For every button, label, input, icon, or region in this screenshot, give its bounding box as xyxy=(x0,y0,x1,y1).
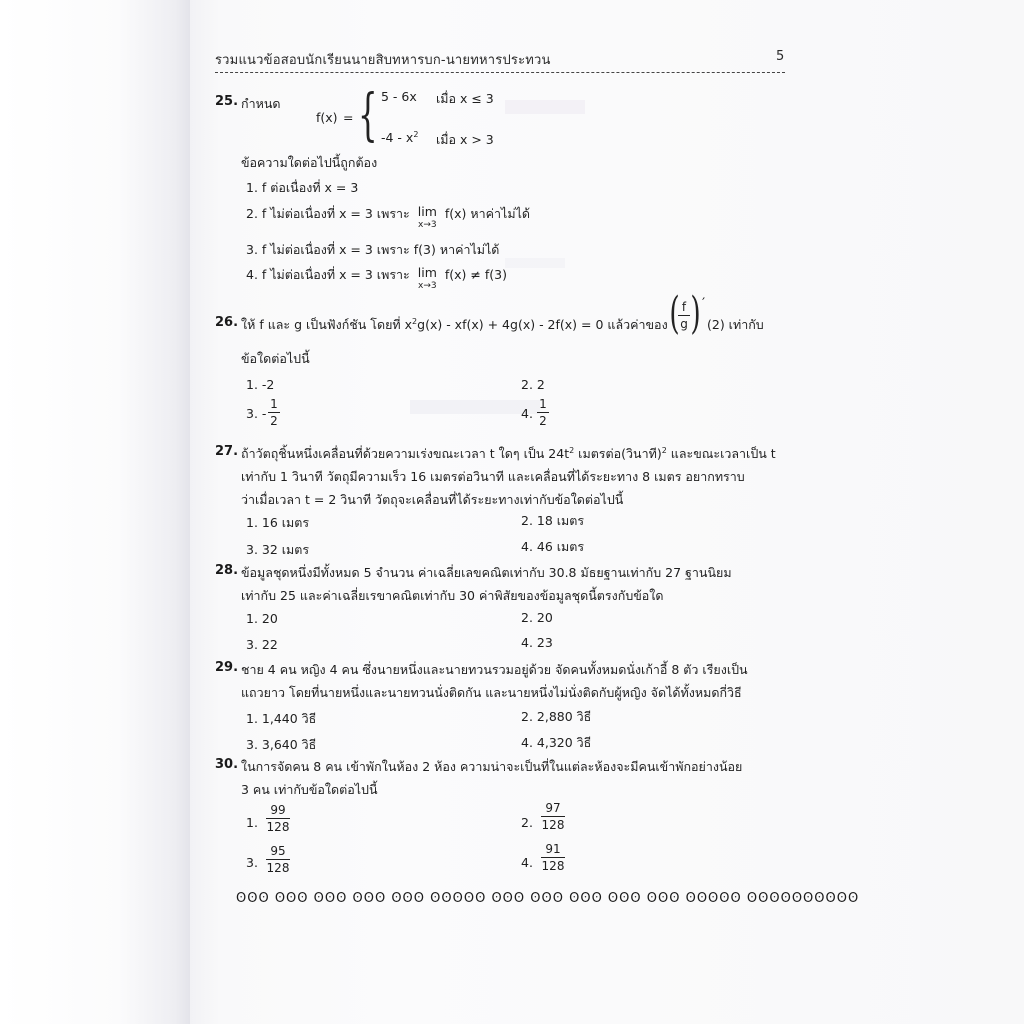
q29-option-2: 2. 2,880 วิธี xyxy=(521,709,592,724)
running-header-title: รวมแนวข้อสอบนักเรียนนายสิบทหารบก-นายทหารประทวน xyxy=(215,53,551,68)
q27-option-1: 1. 16 เมตร xyxy=(246,515,310,530)
q25-case2-cond: เมื่อ x > 3 xyxy=(436,132,494,147)
q30-option-4-label: 4. xyxy=(521,855,533,870)
q30-option-3-label: 3. xyxy=(246,855,258,870)
q30-option-2-label: 2. xyxy=(521,815,533,830)
q27-line3: ว่าเมื่อเวลา t = 2 วินาที วัตถุจะเคลื่อนที่ได้ระยะทางเท่ากับข้อใดต่อไปนี้ xyxy=(241,492,624,507)
footer-ornament-border: ʘʘʘ ʘʘʘ ʘʘʘ ʘʘʘ ʘʘʘ ʘʘʘʘʘ ʘʘʘ ʘʘʘ ʘʘʘ ʘʘʘ ʘʘʘ ʘʘʘʘʘ ʘʘʘʘʘʘʘʘʘʘ xyxy=(236,891,860,906)
q28-option-1: 1. 20 xyxy=(246,611,278,626)
q27-line1: ถ้าวัตถุชิ้นหนึ่งเคลื่อนที่ด้วยความเร่งขณะเวลา t ใดๆ เป็น $24t^2$ เมตรต่อ(วินาที)$^2$ และขณะเวลาเป็น t xyxy=(241,446,776,461)
q26-option-4-label: 4. xyxy=(521,406,533,421)
q25-option-1: 1. f ต่อเนื่องที่ x = 3 xyxy=(246,180,359,195)
q25-case1-cond: เมื่อ x ≤ 3 xyxy=(436,91,494,106)
q30-option-4-fraction: 91 128 xyxy=(541,842,565,873)
bleed-through-mark xyxy=(505,100,585,114)
q25-function-name: f(x) xyxy=(316,110,338,125)
q29-option-3: 3. 3,640 วิธี xyxy=(246,737,317,752)
q30-option-2-fraction: 97 128 xyxy=(541,801,565,832)
q27-option-2: 2. 18 เมตร xyxy=(521,513,585,528)
question-number-27: 27. xyxy=(215,444,239,459)
q25-equals: = xyxy=(343,110,354,125)
q28-option-4: 4. 23 xyxy=(521,635,553,650)
q25-lead: กำหนด xyxy=(241,96,281,111)
q30-line1: ในการจัดคน 8 คน เข้าพักในห้อง 2 ห้อง ความน่าจะเป็นที่ในแต่ละห้องจะมีคนเข้าพักอย่างน้อย xyxy=(241,759,743,774)
q25-option-2: 2. f ไม่ต่อเนื่องที่ x = 3 เพราะ lim $^{x\to 3}$ f(x) หาค่าไม่ได้ xyxy=(246,204,530,230)
q26-text: ให้ f และ g เป็นฟังก์ชัน โดยที่ $x^2g(x) - xf(x) + 4g(x) - 2f(x) = 0$ แล้วค่าของ xyxy=(241,317,668,332)
question-number-28: 28. xyxy=(215,563,239,578)
left-shadow xyxy=(0,0,190,1024)
q28-line2: เท่ากับ 25 และค่าเฉลี่ยเรขาคณิตเท่ากับ 30 ค่าพิสัยของข้อมูลชุดนี้ตรงกับข้อใด xyxy=(241,588,664,603)
q26-fraction-f-over-g: f g xyxy=(678,300,690,331)
q25-prompt: ข้อความใดต่อไปนี้ถูกต้อง xyxy=(241,155,378,170)
question-number-30: 30. xyxy=(215,757,239,772)
q25-case1-expr: 5 - 6x xyxy=(381,89,417,104)
q25-option-4: 4. f ไม่ต่อเนื่องที่ x = 3 เพราะ lim $^{x\to 3}$ f(x) ≠ f(3) xyxy=(246,265,507,291)
q27-option-4: 4. 46 เมตร xyxy=(521,539,585,554)
q26-text-end: (2) เท่ากับ xyxy=(707,317,764,332)
q29-option-4: 4. 4,320 วิธี xyxy=(521,735,592,750)
q30-line2: 3 คน เท่ากับข้อใดต่อไปนี้ xyxy=(241,782,378,797)
q25-piecewise-brace: { xyxy=(358,83,378,148)
q28-option-3: 3. 22 xyxy=(246,637,278,652)
q26-option-2: 2. 2 xyxy=(521,377,545,392)
q30-option-3-fraction: 95 128 xyxy=(266,844,290,875)
page-number: 5 xyxy=(776,49,785,64)
q26-prime: ′ xyxy=(702,296,706,312)
q29-line1: ชาย 4 คน หญิง 4 คน ซึ่งนายหนึ่งและนายทวนรวมอยู่ด้วย จัดคนทั้งหมดนั่งเก้าอี้ 8 ตัว เรียงเป็น xyxy=(241,662,748,677)
question-number-29: 29. xyxy=(215,660,239,675)
q25-option-3: 3. f ไม่ต่อเนื่องที่ x = 3 เพราะ f(3) หาค่าไม่ได้ xyxy=(246,242,500,257)
q26-option-1: 1. -2 xyxy=(246,377,275,392)
q30-option-1-fraction: 99 128 xyxy=(266,803,290,834)
q26-paren-left: ( xyxy=(669,288,680,339)
q26-option-3-label: 3. - xyxy=(246,406,267,421)
q26-paren-right: ) xyxy=(690,288,701,339)
q28-option-2: 2. 20 xyxy=(521,610,553,625)
header-dashed-rule xyxy=(215,72,785,73)
question-number-26: 26. xyxy=(215,315,239,330)
q27-option-3: 3. 32 เมตร xyxy=(246,542,310,557)
q30-option-1-label: 1. xyxy=(246,815,258,830)
q29-option-1: 1. 1,440 วิธี xyxy=(246,711,317,726)
q28-line1: ข้อมูลชุดหนึ่งมีทั้งหมด 5 จำนวน ค่าเฉลี่ยเลขคณิตเท่ากับ 30.8 มัธยฐานเท่ากับ 27 ฐานนิยม xyxy=(241,565,732,580)
question-number-25: 25. xyxy=(215,94,239,109)
q25-case2: $-4 - x^2$ xyxy=(381,130,419,145)
q29-line2: แถวยาว โดยที่นายหนึ่งและนายทวนนั่งติดกัน และนายหนึ่งไม่นั่งติดกับผู้หญิง จัดได้ทั้งหมดกี่วิธี xyxy=(241,685,742,700)
q26-line2: ข้อใดต่อไปนี้ xyxy=(241,351,310,366)
q26-option-4-fraction: 1 2 xyxy=(537,397,549,428)
q27-line2: เท่ากับ 1 วินาที วัตถุมีความเร็ว 16 เมตรต่อวินาที และเคลื่อนที่ได้ระยะทาง 8 เมตร อยากทราบ xyxy=(241,469,745,484)
bleed-through-mark xyxy=(505,258,565,268)
q26-option-3-fraction: 1 2 xyxy=(268,397,280,428)
